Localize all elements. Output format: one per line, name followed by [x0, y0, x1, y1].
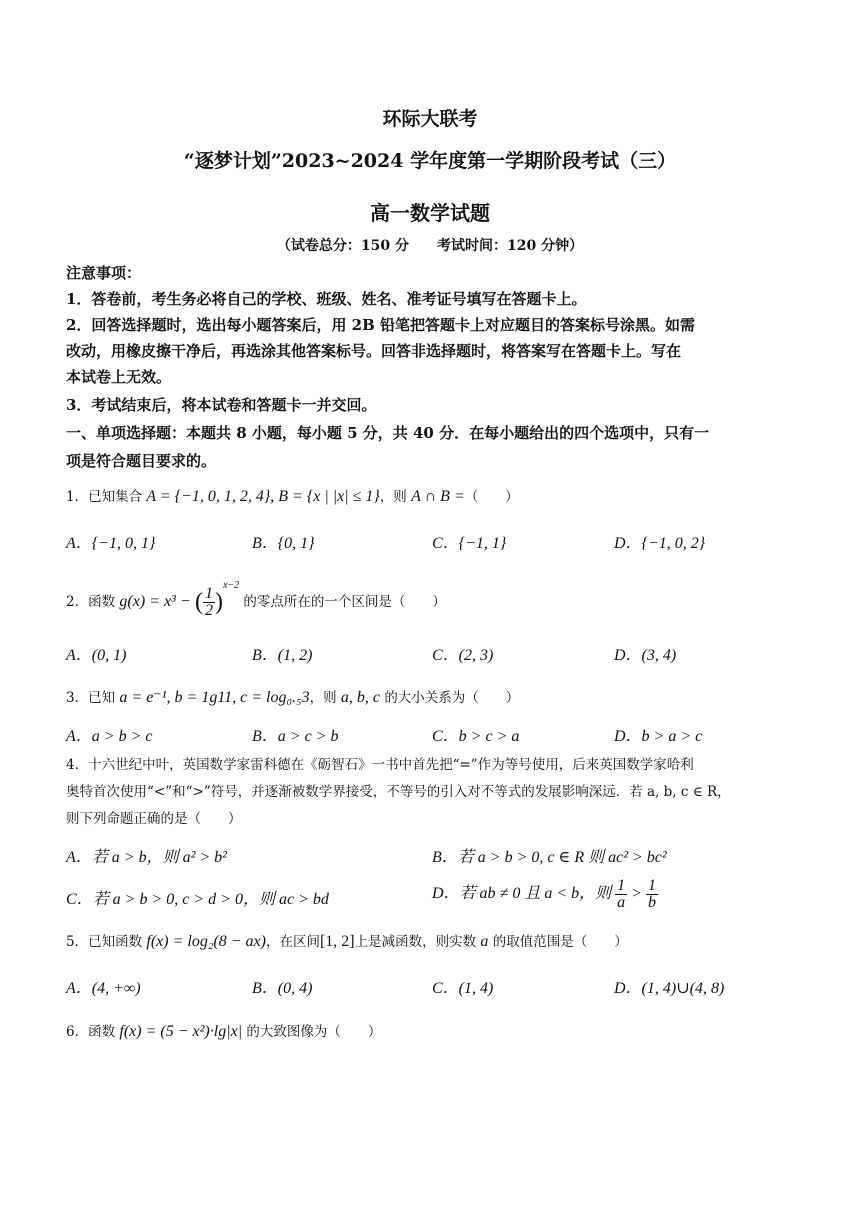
q4-option-d: D．若 ab ≠ 0 且 a < b，则 $\frac{1}{a}$ > $\frac{1}{b}$ — [432, 877, 656, 911]
question-6 — [66, 1020, 381, 1041]
q3-option-c: C．b > c > a — [432, 728, 520, 745]
q5-mid: ，在区间 — [265, 934, 320, 950]
q2-option-b: B．(1, 2) — [252, 647, 313, 664]
q3-mid: ，则 — [309, 690, 337, 706]
q6-suffix: 的大致图像为（ ） — [246, 1024, 382, 1040]
q5-option-b: B．(0, 4) — [252, 980, 313, 997]
q4-option-d-fraction-1: $\frac{1}{a}$ — [617, 877, 626, 911]
q5-option-d: D．(1, 4)∪(4, 8) — [614, 980, 725, 997]
q3-option-b: B．a > c > b — [252, 728, 339, 745]
q1-option-a: A．{−1, 0, 1} — [66, 535, 156, 552]
question-3 — [66, 686, 519, 707]
q2-option-a: A．(0, 1) — [66, 647, 127, 664]
notice-item-2-line-1: 2．回答选择题时，选出每小题答案后，用 2B 铅笔把答题卡上对应题目的答案标号涂黑。如需 — [66, 316, 696, 334]
q1-set-b: B = {x | |x| ≤ 1} — [278, 488, 380, 505]
q1-set-a: A = {−1, 0, 1, 2, 4} — [146, 488, 271, 505]
q5-prefix: 5．已知函数 — [66, 934, 143, 950]
notice-item-1: 1．答卷前，考生务必将自己的学校、班级、姓名、准考证号填写在答题卡上。 — [66, 290, 587, 308]
q5-mid2: 上是减函数，则实数 — [354, 934, 477, 950]
q3-option-a: A．a > b > c — [66, 728, 153, 745]
notice-heading: 注意事项： — [66, 264, 142, 282]
q2-exponent: x−2 — [222, 580, 240, 591]
q5-interval: [1, 2] — [319, 933, 355, 950]
q3-prefix: 3．已知 — [66, 690, 116, 706]
question-2: 2．函数 g(x) = x³ − ( $\frac{1}{2}$ )$^{x-2}$ 的零点所在的一个区间是（ ） — [66, 580, 446, 619]
q4-option-c: C．若 a > b > 0, c > d > 0，则 ac > bd — [66, 891, 329, 908]
q4-option-d-fraction-2: $\frac{1}{b}$ — [647, 877, 656, 911]
q5-suffix: 的取值范围是（ ） — [492, 934, 628, 950]
q3-expression: a = e⁻¹, b = 1g11, c = log₀.₅3 — [119, 689, 310, 706]
exam-subject-title: 高一数学试题 — [370, 201, 490, 225]
q2-function: g(x) = x³ − — [119, 593, 191, 610]
q1-option-d: D．{−1, 0, 2} — [614, 535, 706, 552]
q4-option-a: A．若 a > b，则 a² > b² — [66, 849, 227, 866]
exam-plan-title: “逐梦计划”2023~2024 学年度第一学期阶段考试（三） — [183, 150, 677, 172]
q1-option-b: B．{0, 1} — [252, 535, 315, 552]
question-5 — [66, 930, 628, 951]
q5-option-a: A．(4, +∞) — [66, 980, 141, 997]
q5-var: a — [480, 933, 489, 950]
question-4-line-1: 4．十六世纪中叶，英国数学家雷科德在《砺智石》一书中首先把“=”作为等号使用，后来英国数学家哈利 — [66, 757, 694, 773]
q2-option-c: C．(2, 3) — [432, 647, 494, 664]
q1-blank: （ ） — [464, 489, 519, 505]
q1-option-c: C．{−1, 1} — [432, 535, 507, 552]
section-1-line-1: 一、单项选择题：本题共 8 小题，每小题 5 分，共 40 分．在每小题给出的四个选项中，只有一 — [66, 424, 710, 442]
q5-function: f(x) = log₂(8 − ax) — [146, 933, 266, 950]
notice-item-2-line-3: 本试卷上无效。 — [66, 368, 172, 386]
question-1: 1．已知集合 A = {−1, 0, 1, 2, 4}, B = {x | |x| ≤ 1}，则 A ∩ B =（ ） — [66, 488, 519, 505]
question-4-line-3: 则下列命题正确的是（ ） — [66, 811, 242, 827]
q2-option-d: D．(3, 4) — [614, 647, 677, 664]
question-4-line-2: 奥特首次使用“<”和“>”符号，并逐渐被数学界接受，不等号的引入对不等式的发展影响深远．若 a, b, c ∈ R， — [66, 784, 731, 800]
q2-fraction: $\frac{1}{2}$ — [204, 585, 213, 619]
q1-prefix: 1．已知集合 — [66, 489, 143, 505]
q3-suffix: 的大小关系为（ ） — [384, 690, 520, 706]
q4-option-b: B．若 a > b > 0, c ∈ R 则 ac² > bc² — [432, 849, 667, 866]
q6-prefix: 6．函数 — [66, 1024, 116, 1040]
exam-union-title: 环际大联考 — [382, 108, 478, 130]
notice-item-3: 3．考试结束后，将本试卷和答题卡一并交回。 — [66, 396, 377, 414]
q2-suffix: 的零点所在的一个区间是（ ） — [243, 594, 446, 610]
q2-prefix: 2．函数 — [66, 594, 116, 610]
q3-option-d: D．b > a > c — [614, 728, 703, 745]
q1-ask: A ∩ B = — [411, 488, 465, 505]
q5-option-c: C．(1, 4) — [432, 980, 494, 997]
notice-item-2-line-2: 改动，用橡皮擦干净后，再选涂其他答案标号。回答非选择题时，将答案写在答题卡上。写在 — [66, 342, 682, 360]
exam-info: （试卷总分：150 分 考试时间：120 分钟） — [276, 238, 584, 254]
q1-mid: ，则 — [379, 489, 407, 505]
q3-vars: a, b, c — [340, 689, 381, 706]
section-1-line-2: 项是符合题目要求的。 — [66, 452, 217, 470]
q6-function: f(x) = (5 − x²)·lg|x| — [119, 1023, 243, 1040]
